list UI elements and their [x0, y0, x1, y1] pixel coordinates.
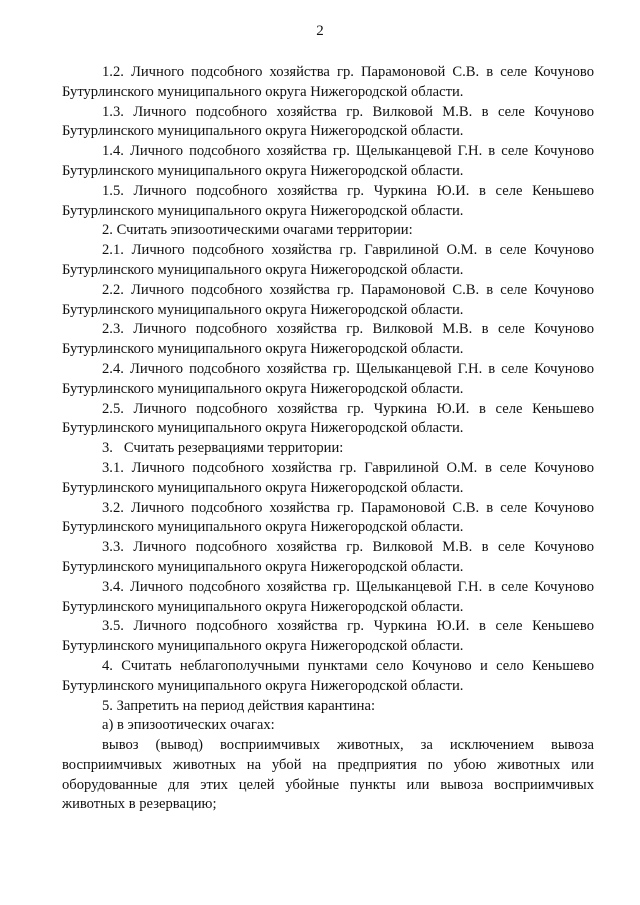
paragraph-5-a: а) в эпизоотических очагах:	[102, 717, 275, 734]
paragraph-3-2: 3.2. Личного подсобного хозяйства гр. Парамоновой С.В. в селе Кочуново Бутурлинского муниципального округа Нижегородской области.	[62, 499, 594, 536]
paragraph-2-5: 2.5. Личного подсобного хозяйства гр. Чуркина Ю.И. в селе Кеньшево Бутурлинского муниципального округа Нижегородской области.	[62, 400, 594, 437]
paragraph-1-3: 1.3. Личного подсобного хозяйства гр. Вилковой М.В. в селе Кочуново Бутурлинского муниципального округа Нижегородской области.	[62, 103, 594, 140]
page-number: 2	[316, 23, 324, 39]
paragraph-3-4: 3.4. Личного подсобного хозяйства гр. Щелыканцевой Г.Н. в селе Кочуново Бутурлинского муниципального округа Нижегородской области.	[62, 578, 594, 615]
paragraph-2-4: 2.4. Личного подсобного хозяйства гр. Щелыканцевой Г.Н. в селе Кочуново Бутурлинского муниципального округа Нижегородской области.	[62, 360, 594, 397]
paragraph-5: 5. Запретить на период действия карантина:	[102, 697, 376, 714]
paragraph-1-4: 1.4. Личного подсобного хозяйства гр. Щелыканцевой Г.Н. в селе Кочуново Бутурлинского муниципального округа Нижегородской области.	[62, 143, 594, 179]
paragraph-5-a-export: вывоз (вывод) восприимчивых животных, за исключением вывоза восприимчивых животных на убой на предприятия по убою животных или оборудованные для этих целей убойные пункты или вывоза восприимчивых животных в резервацию;	[62, 737, 594, 813]
paragraph-2: 2. Считать эпизоотическими очагами территории:	[102, 222, 413, 239]
paragraph-2-3: 2.3. Личного подсобного хозяйства гр. Вилковой М.В. в селе Кочуново Бутурлинского муниципального округа Нижегородской области.	[62, 321, 594, 358]
paragraph-3-5: 3.5. Личного подсобного хозяйства гр. Чуркина Ю.И. в селе Кеньшево Бутурлинского муниципального округа Нижегородской области.	[62, 618, 594, 655]
paragraph-1-2: 1.2. Личного подсобного хозяйства гр. Парамоновой С.В. в селе Кочуново Бутурлинского муниципального округа Нижегородской области.	[62, 64, 594, 100]
paragraph-3: 3. Считать резервациями территории:	[102, 440, 344, 457]
document-body	[62, 63, 594, 815]
paragraph-2-1: 2.1. Личного подсобного хозяйства гр. Гаврилиной О.М. в селе Кочуново Бутурлинского муниципального округа Нижегородской области.	[62, 242, 594, 278]
paragraph-1-5: 1.5. Личного подсобного хозяйства гр. Чуркина Ю.И. в селе Кеньшево Бутурлинского муниципального округа Нижегородской области.	[62, 182, 594, 219]
paragraph-3-1: 3.1. Личного подсобного хозяйства гр. Гаврилиной О.М. в селе Кочуново Бутурлинского муниципального округа Нижегородской области.	[62, 459, 594, 496]
paragraph-2-2: 2.2. Личного подсобного хозяйства гр. Парамоновой С.В. в селе Кочуново Бутурлинского муниципального округа Нижегородской области.	[62, 281, 594, 318]
paragraph-4: 4. Считать неблагополучными пунктами село Кочуново и село Кеньшево Бутурлинского муниципального округа Нижегородской области.	[62, 657, 594, 694]
paragraph-3-3: 3.3. Личного подсобного хозяйства гр. Вилковой М.В. в селе Кочуново Бутурлинского муниципального округа Нижегородской области.	[62, 539, 594, 575]
